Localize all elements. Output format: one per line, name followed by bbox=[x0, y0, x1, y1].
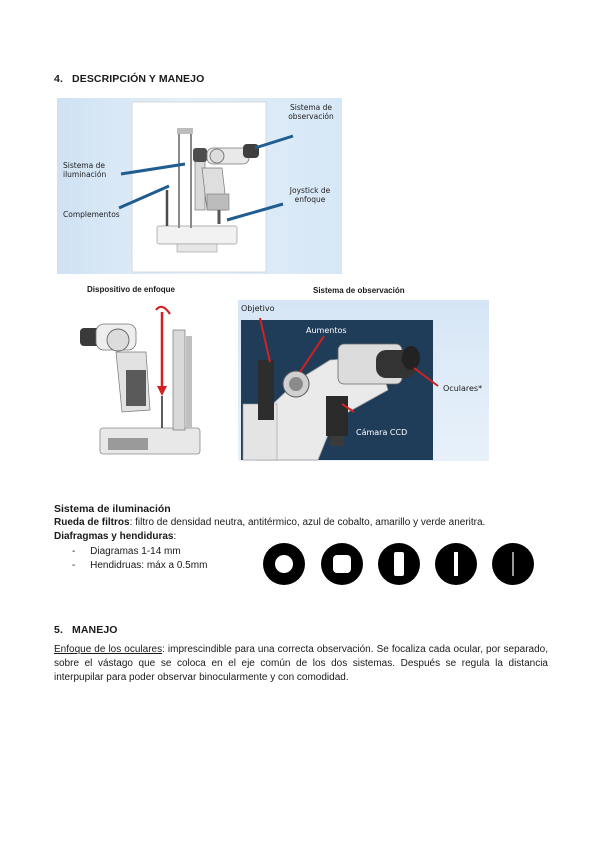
diaphragms-line bbox=[54, 530, 176, 544]
section-5-number: 5. bbox=[54, 624, 63, 636]
slit-lamp-diagram bbox=[57, 98, 342, 274]
focus-device-photo bbox=[78, 300, 214, 460]
section-5-title: MANEJO bbox=[72, 624, 118, 636]
caption-focus-device: Dispositivo de enfoque bbox=[87, 285, 176, 294]
section-5-paragraph bbox=[54, 643, 548, 685]
label-joystick: Joystick de enfoque bbox=[289, 186, 331, 205]
section-4-heading bbox=[54, 73, 204, 85]
label-complements: Complementos bbox=[63, 210, 120, 219]
thin-line-aperture-icon bbox=[492, 543, 534, 585]
narrow-slit-aperture-icon bbox=[435, 543, 477, 585]
eyepiece-focus-text: : imprescindible para una correcta observación. Se focaliza cada ocular, por separado, sobre el vástago que se coloca en el eje común de los dos sistemas. Después se regula la distancia interpupilar para poder observar binocularmente y con comodidad. bbox=[54, 644, 548, 683]
label-objective: Objetivo bbox=[241, 304, 275, 313]
bullet-dash: - bbox=[72, 546, 76, 557]
section-4-title: DESCRIPCIÓN Y MANEJO bbox=[72, 73, 205, 85]
filters-line bbox=[54, 516, 554, 530]
bullet-item bbox=[72, 545, 181, 559]
section-5-heading bbox=[54, 624, 118, 636]
caption-observation-system: Sistema de observación bbox=[313, 286, 405, 295]
filters-label: Rueda de filtros bbox=[54, 517, 130, 528]
bullet-dash: - bbox=[72, 560, 76, 571]
diaphragms-label: Diafragmas y hendiduras bbox=[54, 531, 174, 542]
filters-text: : filtro de densidad neutra, antitérmico, azul de cobalto, amarillo y verde aneritra. bbox=[129, 517, 486, 528]
rounded-square-aperture-icon bbox=[321, 543, 363, 585]
bullet-text: Diagramas 1-14 mm bbox=[90, 546, 181, 557]
aperture-symbols bbox=[258, 540, 540, 590]
wide-slit-aperture-icon bbox=[378, 543, 420, 585]
label-ccd-camera: Cámara CCD bbox=[356, 428, 408, 437]
illumination-title: Sistema de iluminación bbox=[54, 503, 171, 515]
bullet-item bbox=[72, 559, 207, 573]
diaphragms-colon: : bbox=[173, 531, 177, 542]
label-illumination-system: Sistema de iluminación bbox=[63, 161, 107, 180]
label-observation-system: Sistema de observación bbox=[288, 103, 334, 122]
label-magnification: Aumentos bbox=[306, 326, 347, 335]
focus-device-drawing bbox=[78, 300, 214, 460]
section-4-number: 4. bbox=[54, 73, 63, 85]
circle-aperture-icon bbox=[263, 543, 305, 585]
observation-system-photo bbox=[238, 300, 489, 461]
bullet-text: Hendidruas: máx a 0.5mm bbox=[90, 560, 208, 571]
label-eyepieces: Oculares* bbox=[443, 384, 483, 393]
eyepiece-focus-term: Enfoque de los oculares bbox=[54, 644, 163, 655]
